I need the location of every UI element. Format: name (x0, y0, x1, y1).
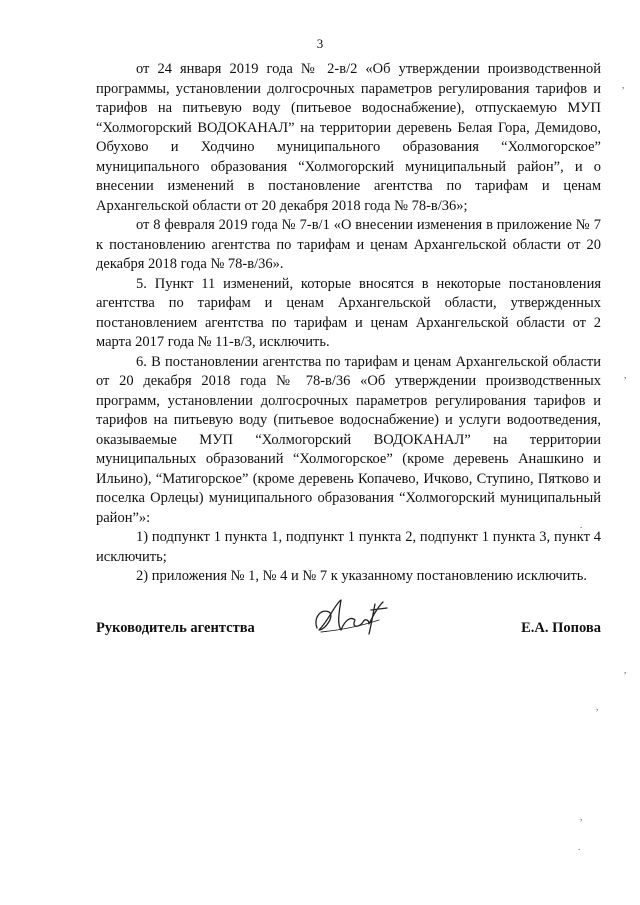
scan-mark: , (624, 370, 627, 380)
scan-mark: . (578, 842, 581, 852)
scan-mark: , (624, 665, 627, 675)
scan-mark: . (580, 520, 583, 530)
paragraph-item-5: 5. Пункт 11 изменений, которые вносятся в некоторые постановления агентства по тарифам и ценам Архангельской области, утвержденных постановлением агентства по тарифам и ценам Архангельской области от 2 марта 2017 года № 11-в/3, исключить. (96, 275, 601, 350)
paragraph-item-6: 6. В постановлении агентства по тарифам и ценам Архангельской области от 20 декабря 2018 года № 78-в/36 «Об утверждении производственных программ, установлении долгосрочных параметров регулирования тарифов и тарифов на питьевую воду (питьевое водоснабжение) и услуги водоотведения, оказываемые МУП “Холмогорский ВОДОКАНАЛ” на территории муниципальных образований “Холмогорское” (кроме деревень Анашкино и Ильино), “Матигорское” (кроме деревень Копачево, Ичково, Ступино, Пятково и поселка Орлецы) муниципального образования “Холмогорский муниципальный район”»: (96, 353, 601, 526)
handwritten-signature (311, 590, 391, 640)
paragraph-subitem-1: 1) подпункт 1 пункта 1, подпункт 1 пункта 2, подпункт 1 пункта 3, пункт 4 исключить; (96, 529, 601, 565)
page-number: 3 (316, 36, 324, 51)
signatory-title: Руководитель агентства (96, 620, 255, 636)
scan-mark: , (596, 702, 599, 712)
scan-mark: , (580, 812, 583, 822)
paragraph-amendment-jan-24: от 24 января 2019 года № 2-в/2 «Об утверждении производственной программы, установлении долгосрочных параметров регулирования тарифов и тарифов на питьевую воду (питьевое водоснабжение), отпускаемую МУП “Холмогорский ВОДОКАНАЛ” на территории деревень Белая Гора, Демидово, Обухово и Ходчино муниципального образования “Холмогорское” муниципального образования “Холмогорский муниципальный район”, и о внесении изменений в постановление агентства по тарифам и ценам Архангельской области от 20 декабря 2018 года № 78-в/36»; (96, 61, 601, 214)
signatory-name: Е.А. Попова (521, 620, 601, 636)
document-body (96, 60, 601, 587)
paragraph-subitem-2: 2) приложения № 1, № 4 и № 7 к указанному постановлению исключить. (136, 568, 588, 584)
signature-block (96, 600, 601, 650)
scan-mark: , (622, 80, 625, 90)
paragraph-amendment-feb-8: от 8 февраля 2019 года № 7-в/1 «О внесении изменения в приложение № 7 к постановлению агентства по тарифам и ценам Архангельской области от 20 декабря 2018 года № 78-в/36». (96, 217, 601, 272)
